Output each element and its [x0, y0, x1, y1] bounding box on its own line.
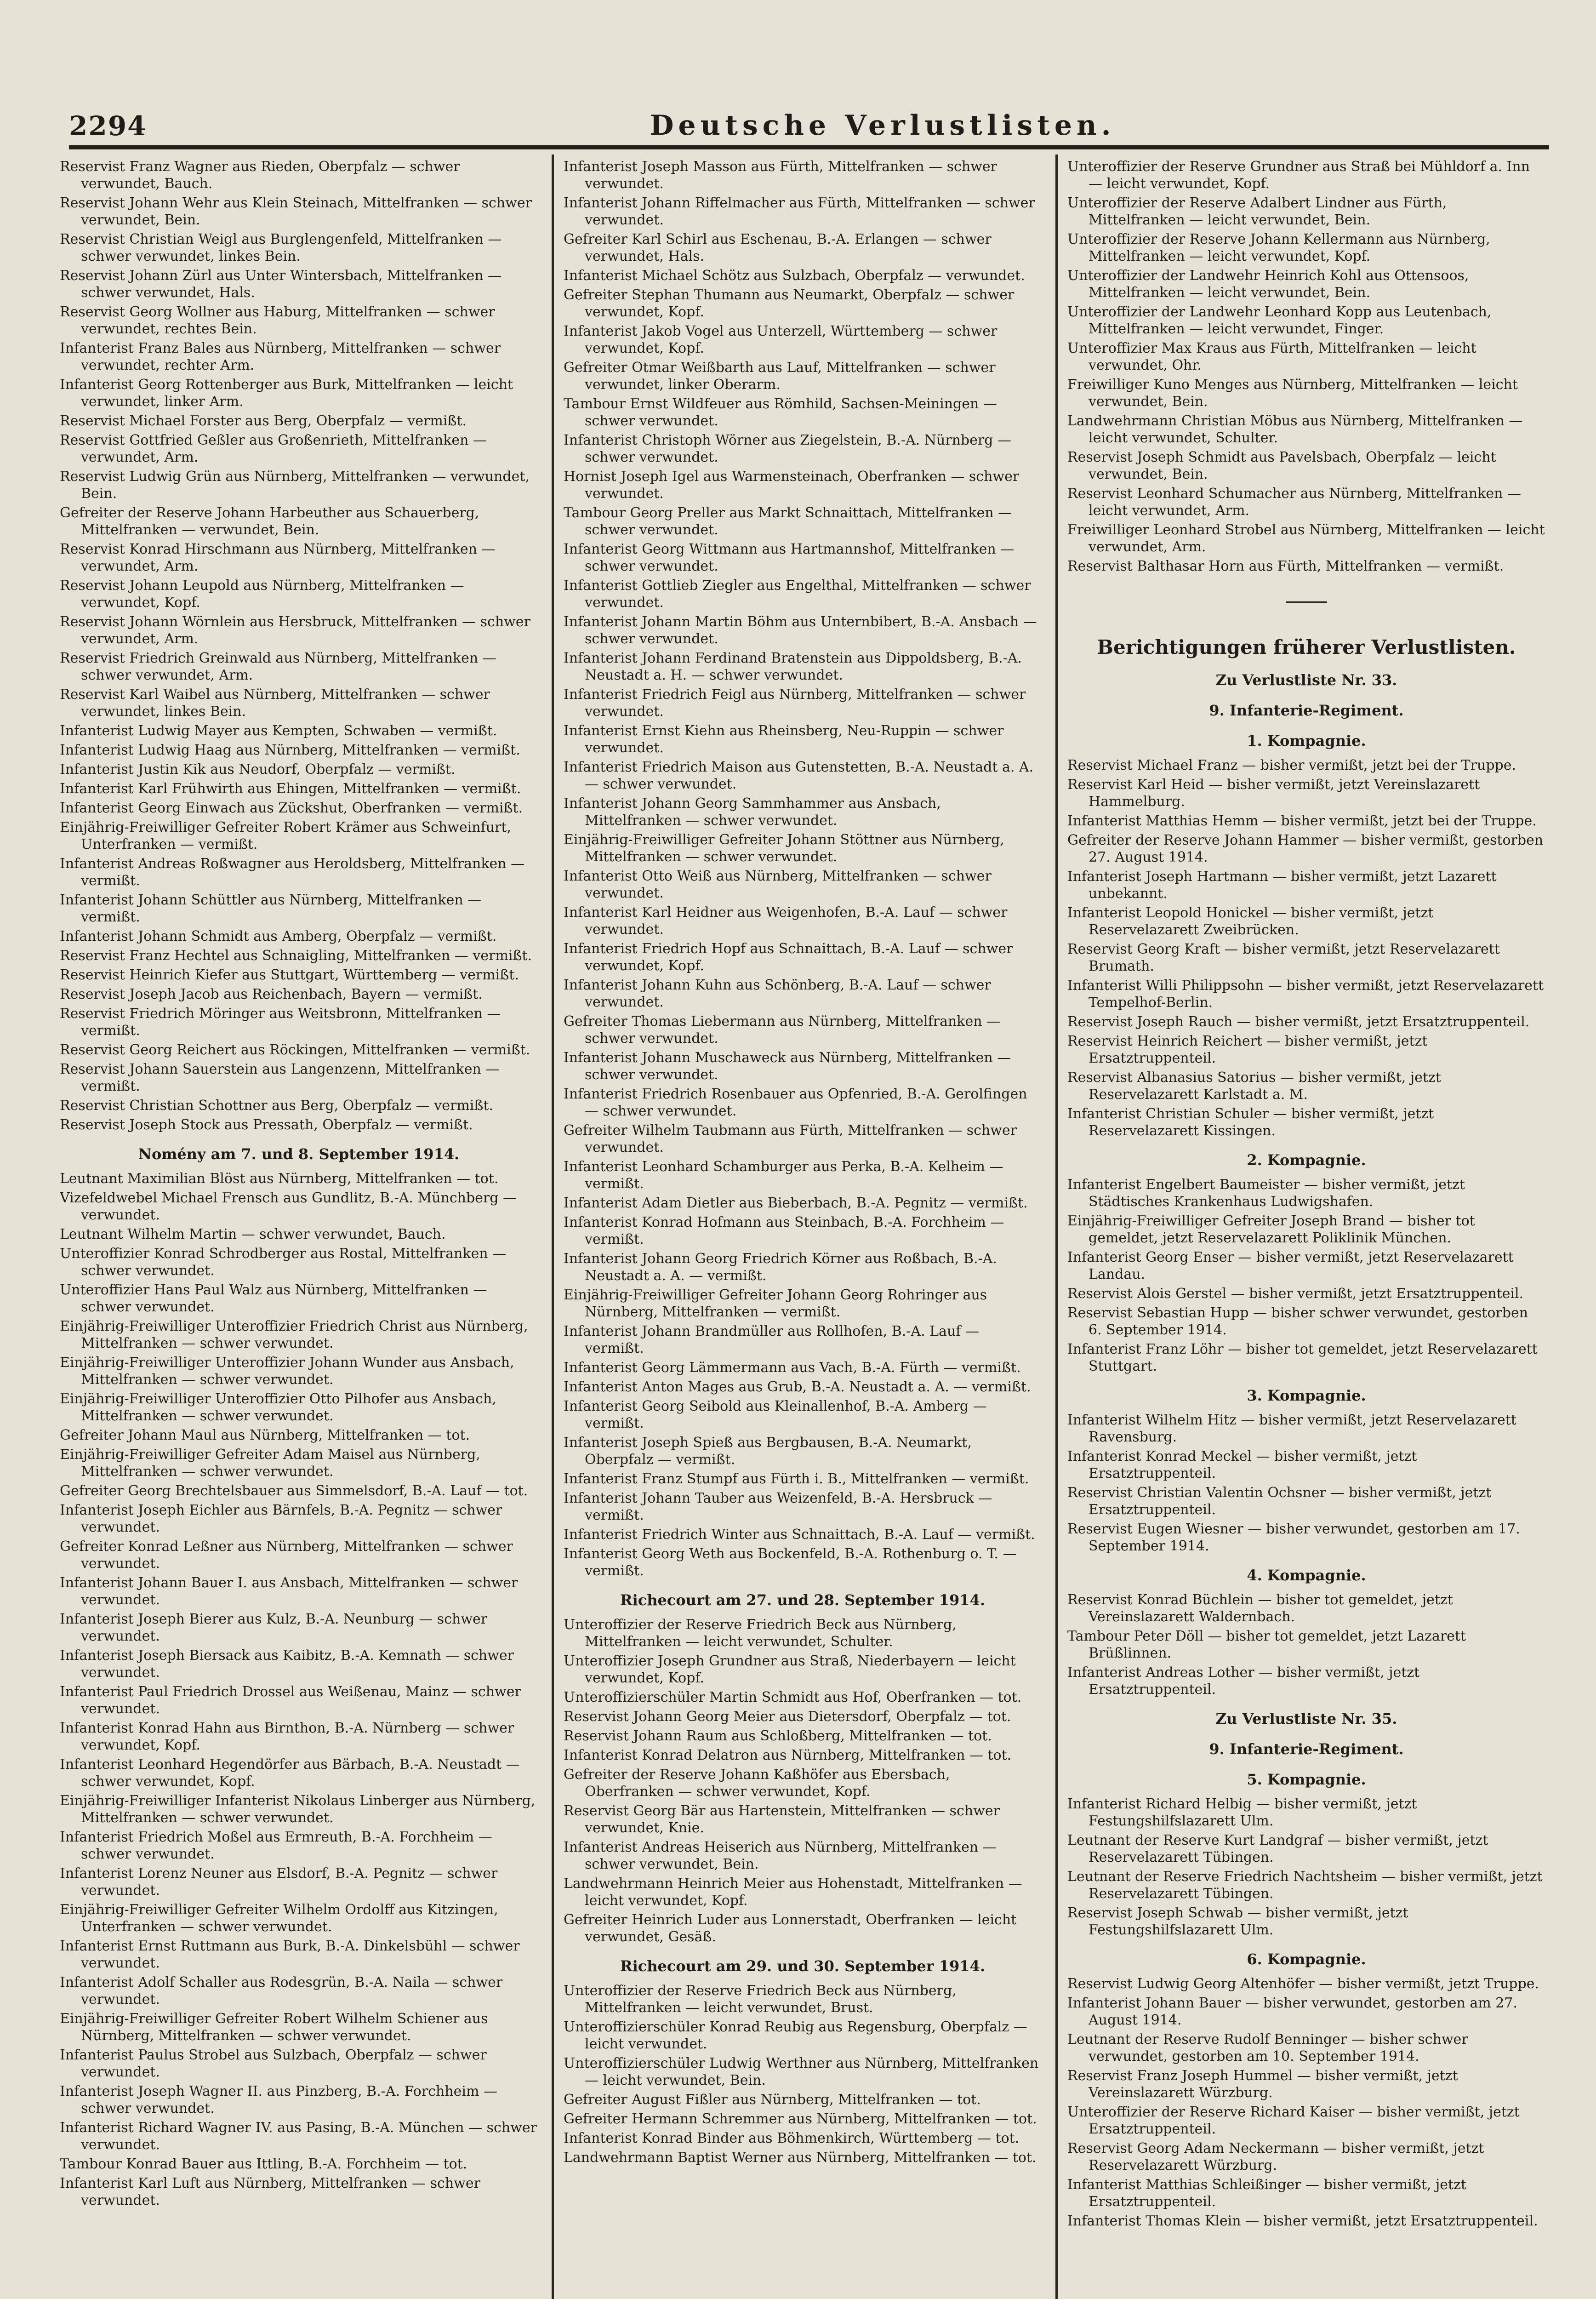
casualty-entry: Infanterist Friedrich Hopf aus Schnaittach, B.-A. Lauf — schwer verwundet, Kopf. — [564, 941, 1013, 974]
casualty-entry: Reservist Georg Bär aus Hartenstein, Mittelfranken — schwer verwundet, Knie. — [564, 1803, 1000, 1836]
casualty-entry: Infanterist Paul Friedrich Drossel aus Weißenau, Mainz — schwer verwundet. — [60, 1684, 521, 1717]
casualty-entry: Infanterist Georg Wittmann aus Hartmannshof, Mittelfranken — schwer verwundet. — [564, 541, 1015, 574]
casualty-entry: Reservist Joseph Stock aus Pressath, Oberpfalz — vermißt. — [60, 1117, 473, 1133]
section-heading: 9. Infanterie-Regiment. — [1209, 1740, 1404, 1758]
casualty-entry: Reservist Albanasius Satorius — bisher vermißt, jetzt Reservelazarett Karlstadt a. M. — [1067, 1069, 1441, 1103]
casualty-entry: Unteroffizier Konrad Schrodberger aus Rostal, Mittelfranken — schwer verwundet. — [60, 1246, 507, 1279]
casualty-entry: Infanterist Johann Schmidt aus Amberg, Oberpfalz — vermißt. — [60, 928, 497, 944]
casualty-entry: Infanterist Johann Riffelmacher aus Fürth, Mittelfranken — schwer verwundet. — [564, 195, 1035, 228]
casualty-entry: Infanterist Gottlieb Ziegler aus Engelthal, Mittelfranken — schwer verwundet. — [564, 578, 1031, 611]
casualty-entry: Gefreiter Heinrich Luder aus Lonnerstadt, Oberfranken — leicht verwundet, Gesäß. — [564, 1912, 1017, 1945]
casualty-entry: Infanterist Richard Helbig — bisher vermißt, jetzt Festungshilfslazarett Ulm. — [1067, 1796, 1417, 1829]
casualty-entry: Infanterist Willi Philippsohn — bisher vermißt, jetzt Reservelazarett Tempelhof-Berlin. — [1067, 978, 1544, 1011]
casualty-entry: Unteroffizier Max Kraus aus Fürth, Mittelfranken — leicht verwundet, Ohr. — [1067, 340, 1476, 373]
section-heading: 6. Kompagnie. — [1247, 1950, 1366, 1968]
casualty-entry: Infanterist Leonhard Hegendörfer aus Bärbach, B.-A. Neustadt — schwer verwundet, Kopf. — [60, 1756, 520, 1790]
casualty-entry: Unteroffizierschüler Konrad Reubig aus Regensburg, Oberpfalz — leicht verwundet. — [564, 2019, 1027, 2052]
casualty-entry: Reservist Alois Gerstel — bisher vermißt, jetzt Ersatztruppenteil. — [1067, 1286, 1524, 1302]
casualty-entry: Leutnant Wilhelm Martin — schwer verwundet, Bauch. — [60, 1226, 446, 1242]
casualty-entry: Gefreiter Konrad Leßner aus Nürnberg, Mittelfranken — schwer verwundet. — [60, 1538, 513, 1572]
casualty-entry: Gefreiter der Reserve Johann Harbeuther aus Schauerberg, Mittelfranken — verwundet, Bein. — [60, 505, 479, 538]
casualty-entry: Infanterist Johann Martin Böhm aus Unternbibert, B.-A. Ansbach — schwer verwundet. — [564, 614, 1037, 647]
section-heading: Zu Verlustliste Nr. 33. — [1215, 671, 1397, 689]
casualty-entry: Infanterist Johann Schüttler aus Nürnberg, Mittelfranken — vermißt. — [60, 892, 482, 925]
casualty-entry: Infanterist Karl Heidner aus Weigenhofen, B.-A. Lauf — schwer verwundet. — [564, 904, 1008, 938]
casualty-entry: Infanterist Wilhelm Hitz — bisher vermißt, jetzt Reservelazarett Ravensburg. — [1067, 1412, 1516, 1445]
casualty-entry: Reservist Ludwig Georg Altenhöfer — bisher vermißt, jetzt Truppe. — [1067, 1976, 1539, 1992]
casualty-entry: Freiwilliger Kuno Menges aus Nürnberg, Mittelfranken — leicht verwundet, Bein. — [1067, 377, 1518, 410]
casualty-entry: Freiwilliger Leonhard Strobel aus Nürnberg, Mittelfranken — leicht verwundet, Arm. — [1067, 522, 1545, 555]
casualty-entry: Reservist Konrad Hirschmann aus Nürnberg, Mittelfranken — verwundet, Arm. — [60, 541, 496, 574]
casualty-entry: Reservist Joseph Jacob aus Reichenbach, Bayern — vermißt. — [60, 986, 483, 1002]
casualty-entry: Infanterist Friedrich Moßel aus Ermreuth, B.-A. Forchheim — schwer verwundet. — [60, 1829, 492, 1862]
casualty-entry: Infanterist Leonhard Schamburger aus Perka, B.-A. Kelheim — vermißt. — [564, 1159, 1003, 1192]
column-1 — [60, 158, 538, 2299]
casualty-entry: Einjährig-Freiwilliger Unteroffizier Otto Pilhofer aus Ansbach, Mittelfranken — schwer verwundet. — [60, 1391, 496, 1424]
casualty-entry: Infanterist Konrad Delatron aus Nürnberg, Mittelfranken — tot. — [564, 1747, 1012, 1763]
casualty-entry: Infanterist Christoph Wörner aus Ziegelstein, B.-A. Nürnberg — schwer verwundet. — [564, 432, 1011, 465]
casualty-entry: Gefreiter Otmar Weißbarth aus Lauf, Mittelfranken — schwer verwundet, linker Oberarm. — [564, 360, 996, 393]
casualty-entry: Reservist Eugen Wiesner — bisher verwundet, gestorben am 17. September 1914. — [1067, 1521, 1520, 1554]
page-number: 2294 — [69, 110, 147, 142]
casualty-entry: Gefreiter Stephan Thumann aus Neumarkt, Oberpfalz — schwer verwundet, Kopf. — [564, 287, 1015, 320]
casualty-entry: Reservist Michael Forster aus Berg, Oberpfalz — vermißt. — [60, 413, 467, 429]
casualty-entry: Unteroffizier der Reserve Adalbert Lindner aus Fürth, Mittelfranken — leicht verwundet, Bein. — [1067, 195, 1447, 228]
casualty-entry: Unteroffizier der Reserve Richard Kaiser — bisher vermißt, jetzt Ersatztruppenteil. — [1067, 2104, 1520, 2137]
casualty-entry: Reservist Georg Adam Neckermann — bisher vermißt, jetzt Reservelazarett Würzburg. — [1067, 2140, 1484, 2173]
casualty-entry: Infanterist Justin Kik aus Neudorf, Oberpfalz — vermißt. — [60, 761, 456, 778]
casualty-entry: Infanterist Friedrich Maison aus Gutenstetten, B.-A. Neustadt a. A. — schwer verwundet. — [564, 759, 1034, 792]
casualty-entry: Infanterist Johann Georg Friedrich Körner aus Roßbach, B.-A. Neustadt a. A. — vermißt. — [564, 1251, 997, 1284]
casualty-entry: Reservist Joseph Rauch — bisher vermißt, jetzt Ersatztruppenteil. — [1067, 1014, 1530, 1030]
casualty-entry: Infanterist Konrad Binder aus Böhmenkirch, Württemberg — tot. — [564, 2130, 1020, 2146]
casualty-entry: Infanterist Franz Bales aus Nürnberg, Mittelfranken — schwer verwundet, rechter Arm. — [60, 340, 501, 373]
casualty-entry: Einjährig-Freiwilliger Gefreiter Joseph Brand — bisher tot gemeldet, jetzt Reservelazarett Poliklinik München. — [1067, 1213, 1475, 1246]
casualty-entry: Infanterist Joseph Spieß aus Bergbausen, B.-A. Neumarkt, Oberpfalz — vermißt. — [564, 1435, 972, 1468]
casualty-entry: Infanterist Ernst Ruttmann aus Burk, B.-A. Dinkelsbühl — schwer verwundet. — [60, 1938, 520, 1971]
column-2 — [564, 158, 1042, 2299]
casualty-entry: Leutnant der Reserve Kurt Landgraf — bisher vermißt, jetzt Reservelazarett Tübingen. — [1067, 1832, 1488, 1865]
casualty-entry: Einjährig-Freiwilliger Gefreiter Johann Stöttner aus Nürnberg, Mittelfranken — schwer verwundet. — [564, 832, 1004, 865]
casualty-entry: Tambour Georg Preller aus Markt Schnaittach, Mittelfranken — schwer verwundet. — [564, 505, 1012, 538]
casualty-entry: Infanterist Georg Lämmermann aus Vach, B.-A. Fürth — vermißt. — [564, 1360, 1021, 1376]
column-divider — [1055, 154, 1058, 2299]
casualty-entry: Infanterist Adolf Schaller aus Rodesgrün, B.-A. Naila — schwer verwundet. — [60, 1974, 503, 2007]
casualty-entry: Infanterist Johann Brandmüller aus Rollhofen, B.-A. Lauf — vermißt. — [564, 1323, 979, 1356]
casualty-entry: Leutnant Maximilian Blöst aus Nürnberg, Mittelfranken — tot. — [60, 1171, 499, 1187]
casualty-entry: Unteroffizier Joseph Grundner aus Straß, Niederbayern — leicht verwundet, Kopf. — [564, 1653, 1016, 1686]
casualty-entry: Infanterist Richard Wagner IV. aus Pasing, B.-A. München — schwer verwundet. — [60, 2120, 537, 2153]
section-heading: Nomény am 7. und 8. September 1914. — [138, 1145, 460, 1163]
casualty-entry: Infanterist Thomas Klein — bisher vermißt, jetzt Ersatztruppenteil. — [1067, 2213, 1538, 2229]
casualty-entry: Infanterist Joseph Eichler aus Bärnfels, B.-A. Pegnitz — schwer verwundet. — [60, 1502, 502, 1535]
casualty-entry: Infanterist Michael Schötz aus Sulzbach, Oberpfalz — verwundet. — [564, 268, 1025, 284]
casualty-entry: Reservist Franz Hechtel aus Schnaigling, Mittelfranken — vermißt. — [60, 948, 532, 964]
casualty-entry: Gefreiter der Reserve Johann Kaßhöfer aus Ebersbach, Oberfranken — schwer verwundet, Kopf. — [564, 1767, 950, 1800]
casualty-entry: Infanterist Karl Luft aus Nürnberg, Mittelfranken — schwer verwundet. — [60, 2175, 480, 2208]
casualty-entry: Tambour Konrad Bauer aus Ittling, B.-A. Forchheim — tot. — [60, 2156, 467, 2172]
casualty-entry: Infanterist Franz Löhr — bisher tot gemeldet, jetzt Reservelazarett Stuttgart. — [1067, 1341, 1538, 1374]
casualty-entry: Infanterist Friedrich Feigl aus Nürnberg, Mittelfranken — schwer verwundet. — [564, 686, 1026, 720]
casualty-entry: Infanterist Konrad Meckel — bisher vermißt, jetzt Ersatztruppenteil. — [1067, 1448, 1417, 1481]
casualty-entry: Landwehrmann Heinrich Meier aus Hohenstadt, Mittelfranken — leicht verwundet, Kopf. — [564, 1876, 1022, 1909]
section-heading: 2. Kompagnie. — [1247, 1151, 1366, 1169]
casualty-entry: Infanterist Friedrich Winter aus Schnaittach, B.-A. Lauf — vermißt. — [564, 1527, 1035, 1543]
casualty-entry: Reservist Johann Leupold aus Nürnberg, Mittelfranken — verwundet, Kopf. — [60, 578, 464, 611]
casualty-entry: Infanterist Andreas Roßwagner aus Heroldsberg, Mittelfranken — vermißt. — [60, 856, 525, 889]
casualty-entry: Reservist Johann Wehr aus Klein Steinach, Mittelfranken — schwer verwundet, Bein. — [60, 195, 532, 228]
casualty-entry: Unteroffizier der Landwehr Leonhard Kopp aus Leutenbach, Mittelfranken — leicht verwundet, Finger. — [1067, 304, 1492, 337]
section-heading: Zu Verlustliste Nr. 35. — [1215, 1710, 1397, 1727]
casualty-entry: Reservist Konrad Büchlein — bisher tot gemeldet, jetzt Vereinslazarett Waldernbach. — [1067, 1592, 1453, 1625]
casualty-entry: Unteroffizier der Reserve Grundner aus Straß bei Mühldorf a. Inn — leicht verwundet, Kopf. — [1067, 159, 1530, 192]
casualty-entry: Infanterist Matthias Hemm — bisher vermißt, jetzt bei der Truppe. — [1067, 813, 1537, 829]
casualty-entry: Landwehrmann Baptist Werner aus Nürnberg, Mittelfranken — tot. — [564, 2150, 1037, 2166]
casualty-entry: Gefreiter Georg Brechtelsbauer aus Simmelsdorf, B.-A. Lauf — tot. — [60, 1483, 528, 1499]
casualty-entry: Infanterist Andreas Heiserich aus Nürnberg, Mittelfranken — schwer verwundet, Bein. — [564, 1839, 997, 1872]
casualty-entry: Einjährig-Freiwilliger Gefreiter Johann Georg Rohringer aus Nürnberg, Mittelfranken — vermißt. — [564, 1287, 987, 1320]
section-heading: 3. Kompagnie. — [1247, 1387, 1366, 1404]
casualty-entry: Infanterist Georg Weth aus Bockenfeld, B.-A. Rothenburg o. T. — vermißt. — [564, 1546, 1017, 1579]
casualty-entry: Landwehrmann Christian Möbus aus Nürnberg, Mittelfranken — leicht verwundet, Schulter. — [1067, 413, 1523, 446]
casualty-entry: Infanterist Lorenz Neuner aus Elsdorf, B.-A. Pegnitz — schwer verwundet. — [60, 1865, 498, 1899]
casualty-entry: Infanterist Paulus Strobel aus Sulzbach, Oberpfalz — schwer verwundet. — [60, 2047, 487, 2080]
section-heading: 4. Kompagnie. — [1247, 1567, 1366, 1584]
casualty-entry: Reservist Christian Valentin Ochsner — bisher vermißt, jetzt Ersatztruppenteil. — [1067, 1485, 1492, 1518]
casualty-entry: Reservist Heinrich Kiefer aus Stuttgart, Württemberg — vermißt. — [60, 967, 519, 983]
casualty-entry: Reservist Franz Wagner aus Rieden, Oberpfalz — schwer verwundet, Bauch. — [60, 159, 460, 192]
casualty-entry: Hornist Joseph Igel aus Warmensteinach, Oberfranken — schwer verwundet. — [564, 469, 1020, 502]
page-title: Deutsche Verlustlisten. — [650, 109, 1116, 142]
casualty-entry: Reservist Christian Weigl aus Burglengenfeld, Mittelfranken — schwer verwundet, linkes Bein. — [60, 231, 502, 264]
casualty-entry: Reservist Joseph Schwab — bisher vermißt, jetzt Festungshilfslazarett Ulm. — [1067, 1905, 1408, 1938]
section-heading: 9. Infanterie-Regiment. — [1209, 702, 1404, 719]
casualty-entry: Infanterist Ludwig Haag aus Nürnberg, Mittelfranken — vermißt. — [60, 742, 520, 758]
casualty-entry: Infanterist Johann Bauer — bisher verwundet, gestorben am 27. August 1914. — [1067, 1995, 1517, 2028]
casualty-entry: Reservist Johann Wörnlein aus Hersbruck, Mittelfranken — schwer verwundet, Arm. — [60, 614, 530, 647]
casualty-entry: Unteroffizier Hans Paul Walz aus Nürnberg, Mittelfranken — schwer verwundet. — [60, 1282, 487, 1315]
header-rule — [69, 145, 1549, 149]
casualty-entry: Reservist Franz Joseph Hummel — bisher vermißt, jetzt Vereinslazarett Würzburg. — [1067, 2068, 1458, 2101]
casualty-entry: Infanterist Johann Kuhn aus Schönberg, B.-A. Lauf — schwer verwundet. — [564, 977, 991, 1010]
casualty-entry: Infanterist Leopold Honickel — bisher vermißt, jetzt Reservelazarett Zweibrücken. — [1067, 905, 1434, 938]
casualty-entry: Infanterist Georg Rottenberger aus Burk, Mittelfranken — leicht verwundet, linker Arm. — [60, 377, 513, 410]
casualty-entry: Unteroffizierschüler Martin Schmidt aus Hof, Oberfranken — tot. — [564, 1689, 1022, 1705]
casualty-entry: Vizefeldwebel Michael Frensch aus Gundlitz, B.-A. Münchberg — verwundet. — [60, 1190, 517, 1223]
casualty-entry: Reservist Ludwig Grün aus Nürnberg, Mittelfranken — verwundet, Bein. — [60, 469, 530, 502]
casualty-entry: Infanterist Georg Enser — bisher vermißt, jetzt Reservelazarett Landau. — [1067, 1249, 1514, 1282]
section-divider — [1286, 601, 1327, 603]
casualty-entry: Reservist Balthasar Horn aus Fürth, Mittelfranken — vermißt. — [1067, 558, 1504, 574]
casualty-entry: Einjährig-Freiwilliger Gefreiter Robert Wilhelm Schiener aus Nürnberg, Mittelfranken — schwer verwundet. — [60, 2011, 488, 2044]
casualty-entry: Reservist Johann Sauerstein aus Langenzenn, Mittelfranken — vermißt. — [60, 1061, 500, 1094]
casualty-entry: Infanterist Konrad Hofmann aus Steinbach, B.-A. Forchheim — vermißt. — [564, 1214, 1004, 1247]
casualty-entry: Reservist Johann Georg Meier aus Dietersdorf, Oberpfalz — tot. — [564, 1709, 1011, 1725]
casualty-entry: Infanterist Joseph Hartmann — bisher vermißt, jetzt Lazarett unbekannt. — [1067, 869, 1497, 902]
casualty-entry: Infanterist Georg Einwach aus Zückshut, Oberfranken — vermißt. — [60, 800, 523, 816]
casualty-entry: Unteroffizier der Reserve Johann Kellermann aus Nürnberg, Mittelfranken — leicht verwundet, Kopf. — [1067, 231, 1490, 264]
casualty-entry: Infanterist Adam Dietler aus Bieberbach, B.-A. Pegnitz — vermißt. — [564, 1195, 1028, 1211]
casualty-entry: Reservist Leonhard Schumacher aus Nürnberg, Mittelfranken — leicht verwundet, Arm. — [1067, 486, 1521, 519]
casualty-entry: Leutnant der Reserve Rudolf Benninger — bisher schwer verwundet, gestorben am 10. September 1914. — [1067, 2031, 1468, 2065]
casualty-entry: Infanterist Joseph Bierer aus Kulz, B.-A. Neunburg — schwer verwundet. — [60, 1611, 488, 1644]
casualty-entry: Gefreiter Wilhelm Taubmann aus Fürth, Mittelfranken — schwer verwundet. — [564, 1122, 1017, 1155]
casualty-entry: Unteroffizier der Reserve Friedrich Beck aus Nürnberg, Mittelfranken — leicht verwundet, Brust. — [564, 1983, 957, 2016]
casualty-entry: Einjährig-Freiwilliger Infanterist Nikolaus Linberger aus Nürnberg, Mittelfranken — schwer verwundet. — [60, 1793, 536, 1826]
casualty-entry: Infanterist Georg Seibold aus Kleinallenhof, B.-A. Amberg — vermißt. — [564, 1398, 987, 1431]
casualty-entry: Infanterist Johann Ferdinand Bratenstein aus Dippoldsberg, B.-A. Neustadt a. H. — schwer verwundet. — [564, 650, 1022, 683]
casualty-entry: Reservist Sebastian Hupp — bisher schwer verwundet, gestorben 6. September 1914. — [1067, 1305, 1528, 1338]
casualty-entry: Gefreiter Thomas Liebermann aus Nürnberg, Mittelfranken — schwer verwundet. — [564, 1013, 1001, 1047]
casualty-entry: Infanterist Johann Tauber aus Weizenfeld, B.-A. Hersbruck — vermißt. — [564, 1490, 992, 1523]
casualty-entry: Infanterist Ernst Kiehn aus Rheinsberg, Neu-Ruppin — schwer verwundet. — [564, 723, 1004, 756]
casualty-entry: Unteroffizierschüler Ludwig Werthner aus Nürnberg, Mittelfranken — leicht verwundet, Bein. — [564, 2055, 1039, 2088]
casualty-entry: Gefreiter Karl Schirl aus Eschenau, B.-A. Erlangen — schwer verwundet, Hals. — [564, 231, 992, 264]
casualty-entry: Infanterist Christian Schuler — bisher vermißt, jetzt Reservelazarett Kissingen. — [1067, 1106, 1434, 1139]
casualty-entry: Infanterist Otto Weiß aus Nürnberg, Mittelfranken — schwer verwundet. — [564, 868, 992, 901]
casualty-entry: Infanterist Ludwig Mayer aus Kempten, Schwaben — vermißt. — [60, 723, 497, 739]
casualty-entry: Infanterist Joseph Wagner II. aus Pinzberg, B.-A. Forchheim — schwer verwundet. — [60, 2083, 497, 2116]
casualty-entry: Reservist Johann Zürl aus Unter Wintersbach, Mittelfranken — schwer verwundet, Hals. — [60, 268, 502, 301]
casualty-entry: Leutnant der Reserve Friedrich Nachtsheim — bisher vermißt, jetzt Reservelazarett Tübingen. — [1067, 1869, 1543, 1902]
casualty-entry: Infanterist Johann Muschaweck aus Nürnberg, Mittelfranken — schwer verwundet. — [564, 1050, 1011, 1083]
casualty-entry: Reservist Georg Kraft — bisher vermißt, jetzt Reservelazarett Brumath. — [1067, 941, 1500, 974]
casualty-entry: Reservist Karl Heid — bisher vermißt, jetzt Vereinslazarett Hammelburg. — [1067, 777, 1480, 810]
casualty-entry: Reservist Georg Reichert aus Röckingen, Mittelfranken — vermißt. — [60, 1042, 530, 1058]
casualty-entry: Einjährig-Freiwilliger Unteroffizier Friedrich Christ aus Nürnberg, Mittelfranken — schwer verwundet. — [60, 1318, 528, 1351]
casualty-entry: Tambour Peter Döll — bisher tot gemeldet, jetzt Lazarett Brüßlinnen. — [1067, 1628, 1466, 1661]
casualty-entry: Tambour Ernst Wildfeuer aus Römhild, Sachsen-Meiningen — schwer verwundet. — [564, 396, 997, 429]
column-3 — [1067, 158, 1545, 2299]
casualty-entry: Infanterist Johann Georg Sammhammer aus Ansbach, Mittelfranken — schwer verwundet. — [564, 795, 941, 829]
casualty-entry: Reservist Karl Waibel aus Nürnberg, Mittelfranken — schwer verwundet, linkes Bein. — [60, 686, 490, 720]
casualty-entry: Einjährig-Freiwilliger Gefreiter Wilhelm Ordolff aus Kitzingen, Unterfranken — schwer verwundet. — [60, 1902, 498, 1935]
section-heading: Richecourt am 29. und 30. September 1914. — [620, 1957, 985, 1975]
casualty-entry: Infanterist Andreas Lother — bisher vermißt, jetzt Ersatztruppenteil. — [1067, 1664, 1420, 1698]
casualty-entry: Reservist Joseph Schmidt aus Pavelsbach, Oberpfalz — leicht verwundet, Bein. — [1067, 449, 1496, 482]
column-divider — [552, 154, 554, 2299]
casualty-entry: Reservist Christian Schottner aus Berg, Oberpfalz — vermißt. — [60, 1098, 493, 1114]
casualty-entry: Reservist Michael Franz — bisher vermißt, jetzt bei der Truppe. — [1067, 757, 1516, 773]
casualty-entry: Gefreiter der Reserve Johann Hammer — bisher vermißt, gestorben 27. August 1914. — [1067, 832, 1544, 865]
casualty-entry: Unteroffizier der Reserve Friedrich Beck aus Nürnberg, Mittelfranken — leicht verwundet, Schulter. — [564, 1617, 957, 1650]
casualty-entry: Gefreiter August Fißler aus Nürnberg, Mittelfranken — tot. — [564, 2092, 981, 2108]
section-title: Berichtigungen früherer Verlustlisten. — [1097, 636, 1516, 658]
casualty-entry: Infanterist Anton Mages aus Grub, B.-A. Neustadt a. A. — vermißt. — [564, 1379, 1031, 1395]
casualty-entry: Reservist Johann Raum aus Schloßberg, Mittelfranken — tot. — [564, 1728, 992, 1744]
casualty-entry: Einjährig-Freiwilliger Gefreiter Adam Maisel aus Nürnberg, Mittelfranken — schwer verwundet. — [60, 1447, 480, 1480]
section-heading: 5. Kompagnie. — [1247, 1771, 1366, 1788]
casualty-entry: Infanterist Johann Bauer I. aus Ansbach, Mittelfranken — schwer verwundet. — [60, 1575, 518, 1608]
casualty-entry: Gefreiter Johann Maul aus Nürnberg, Mittelfranken — tot. — [60, 1427, 470, 1443]
casualty-entry: Infanterist Jakob Vogel aus Unterzell, Württemberg — schwer verwundet, Kopf. — [564, 323, 998, 356]
casualty-entry: Reservist Gottfried Geßler aus Großenrieth, Mittelfranken — verwundet, Arm. — [60, 432, 487, 465]
section-heading: 1. Kompagnie. — [1247, 732, 1366, 749]
casualty-entry: Gefreiter Hermann Schremmer aus Nürnberg, Mittelfranken — tot. — [564, 2111, 1037, 2127]
casualty-entry: Einjährig-Freiwilliger Gefreiter Robert Krämer aus Schweinfurt, Unterfranken — vermißt. — [60, 819, 511, 852]
casualty-entry: Infanterist Konrad Hahn aus Birnthon, B.-A. Nürnberg — schwer verwundet, Kopf. — [60, 1720, 514, 1753]
section-heading: Richecourt am 27. und 28. September 1914. — [620, 1591, 985, 1609]
casualty-entry: Unteroffizier der Landwehr Heinrich Kohl aus Ottensoos, Mittelfranken — leicht verwundet, Bein. — [1067, 268, 1469, 301]
casualty-entry: Infanterist Friedrich Rosenbauer aus Opfenried, B.-A. Gerolfingen — schwer verwundet. — [564, 1086, 1027, 1119]
casualty-entry: Infanterist Joseph Masson aus Fürth, Mittelfranken — schwer verwundet. — [564, 159, 997, 192]
casualty-entry: Infanterist Matthias Schleißinger — bisher vermißt, jetzt Ersatztruppenteil. — [1067, 2177, 1466, 2210]
casualty-entry: Reservist Heinrich Reichert — bisher vermißt, jetzt Ersatztruppenteil. — [1067, 1033, 1428, 1066]
casualty-entry: Infanterist Franz Stumpf aus Fürth i. B., Mittelfranken — vermißt. — [564, 1471, 1029, 1487]
casualty-entry: Infanterist Engelbert Baumeister — bisher vermißt, jetzt Städtisches Krankenhaus Ludwigshafen. — [1067, 1177, 1465, 1210]
casualty-entry: Reservist Friedrich Greinwald aus Nürnberg, Mittelfranken — schwer verwundet, Arm. — [60, 650, 496, 683]
casualty-entry: Reservist Georg Wollner aus Haburg, Mittelfranken — schwer verwundet, rechtes Bein. — [60, 304, 495, 337]
casualty-entry: Einjährig-Freiwilliger Unteroffizier Johann Wunder aus Ansbach, Mittelfranken — schwer verwundet. — [60, 1355, 514, 1388]
casualty-entry: Infanterist Karl Frühwirth aus Ehingen, Mittelfranken — vermißt. — [60, 781, 521, 797]
casualty-entry: Infanterist Joseph Biersack aus Kaibitz, B.-A. Kemnath — schwer verwundet. — [60, 1647, 514, 1681]
casualty-entry: Reservist Friedrich Möringer aus Weitsbronn, Mittelfranken — vermißt. — [60, 1006, 501, 1039]
